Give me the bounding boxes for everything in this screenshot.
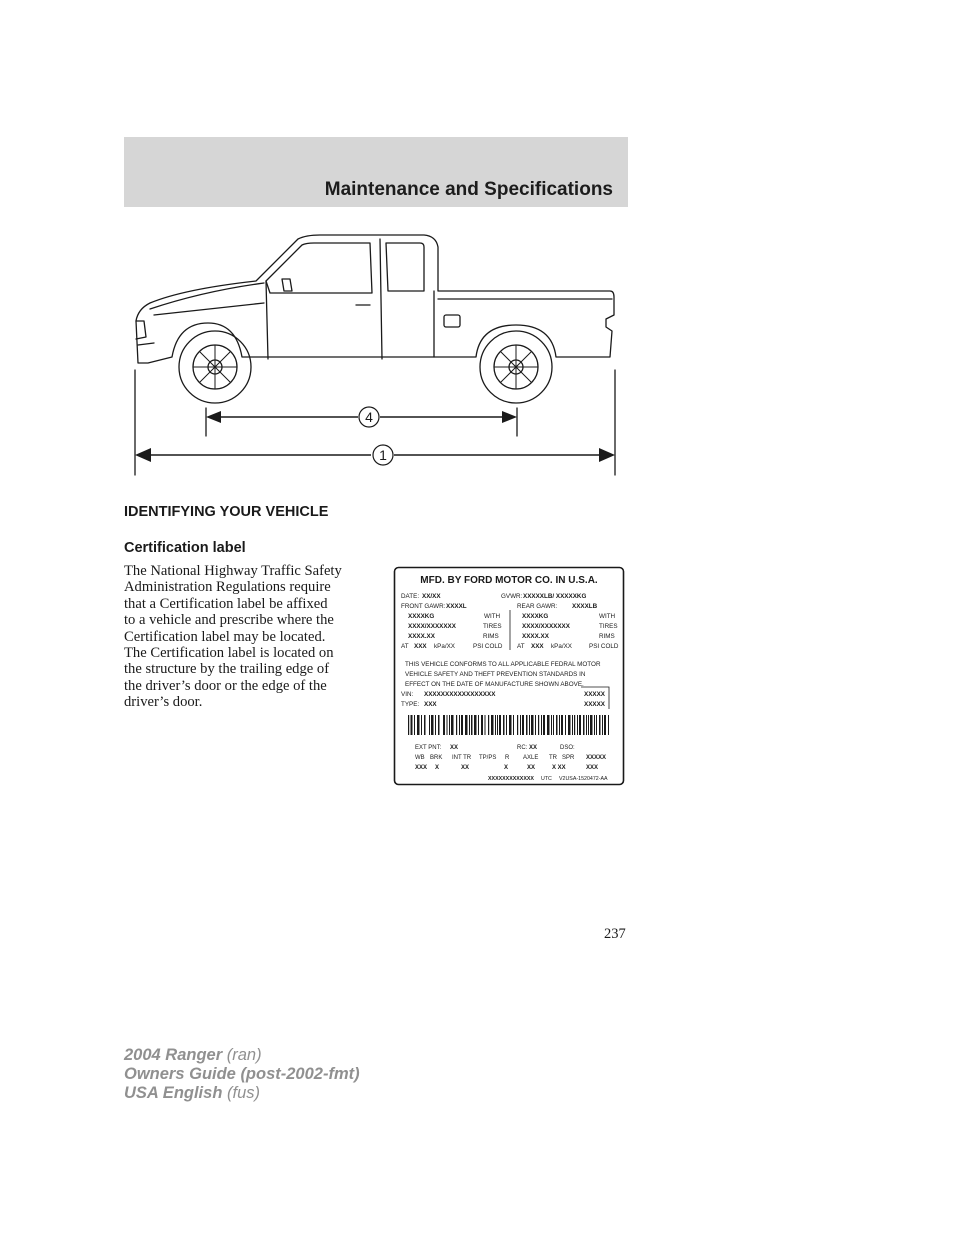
front-kpa-label: kPa/XX (434, 643, 455, 650)
front-gawr-value: XXXXL (446, 603, 467, 610)
body-line: Administration Regulations require (124, 579, 331, 596)
box-value: XXXXX (586, 755, 607, 761)
axle-label: AXLE (523, 755, 539, 761)
box-value: XXXXX (584, 691, 605, 698)
body-line: to a vehicle and prescribe where the (124, 612, 334, 629)
rear-at-label: AT (517, 643, 525, 650)
int-tr-value: XX (461, 765, 470, 771)
sub-heading: Certification label (124, 540, 246, 556)
body-paragraph (124, 563, 378, 711)
dsc-label: DSO: (560, 745, 575, 751)
page-title: Maintenance and Specifications (324, 179, 613, 200)
wb-value: XXX (415, 765, 428, 771)
r-label: R (505, 755, 510, 761)
footer-guide: Owners Guide (post-2002-fmt) (124, 1065, 360, 1083)
int-tr-label: INT TR (452, 755, 472, 761)
body-line: the structure by the trailing edge of (124, 661, 330, 678)
brk-label: BRK (430, 755, 443, 761)
footer-language: USA English (124, 1084, 223, 1102)
utc-label: UTC (541, 776, 552, 782)
conformity-line: THIS VEHICLE CONFORMS TO ALL APPLICABLE FEDRAL MOTOR (405, 661, 601, 668)
section-heading: IDENTIFYING YOUR VEHICLE (124, 504, 329, 520)
front-tire-size: XXXX/XXXXXXX (408, 623, 456, 630)
front-gawr-label: FRONT GAWR: (401, 603, 446, 610)
vin-value: XXXXXXXXXXXXXXXXX (424, 691, 496, 698)
rear-window (386, 243, 424, 291)
tp-ps-label: TP/PS (479, 755, 497, 761)
ext-pnt-label: EXT PNT: (415, 745, 442, 751)
rear-tire-size: XXXX/XXXXXXX (522, 623, 570, 630)
box-value: XXXXX (584, 701, 605, 708)
type-label: TYPE: (401, 701, 420, 708)
rc-label: RC: (517, 745, 528, 751)
rear-kg-value: XXXXKG (522, 613, 549, 620)
brk-value: X (435, 765, 440, 771)
type-value: XXX (424, 701, 437, 708)
rear-gawr-value: XXXXLB (572, 603, 598, 610)
front-with-label: WITH (484, 613, 501, 620)
footer-model: 2004 Ranger (124, 1046, 223, 1064)
rear-rim-size: XXXX.XX (522, 633, 549, 640)
rear-rims-label: RIMS (599, 633, 615, 640)
spr-label: SPR (562, 755, 575, 761)
conformity-line: EFFECT ON THE DATE OF MANUFACTURE SHOWN ABOVE. (405, 681, 584, 688)
front-kg-value: XXXXKG (408, 613, 435, 620)
footer-language-code: (fus) (227, 1084, 260, 1102)
callout-4-label: 4 (365, 409, 373, 425)
wb-label: WB (415, 755, 425, 761)
gvwr-label: GVWR: (501, 593, 523, 600)
axle-value: XX (527, 765, 536, 771)
document-footer (124, 1046, 360, 1103)
r-value: X (504, 765, 509, 771)
part-number: V2USA-1520472-AA (559, 776, 608, 782)
front-tires-label: TIRES (483, 623, 502, 630)
body-line: The Certification label is located on (124, 645, 334, 662)
callout-1-label: 1 (379, 447, 387, 463)
front-rims-label: RIMS (483, 633, 499, 640)
gvwr-value: XXXXXLB/ XXXXXKG (523, 593, 587, 600)
body-line: The National Highway Traffic Safety (124, 563, 342, 579)
front-pressure-value: XXX (414, 643, 427, 650)
date-label: DATE: (401, 593, 420, 600)
front-psi-label: PSI COLD (473, 643, 503, 650)
label-title: MFD. BY FORD MOTOR CO. IN U.S.A. (420, 575, 598, 586)
front-at-label: AT (401, 643, 409, 650)
certification-label-illustration (393, 566, 625, 786)
tr-spr-value: X XX (552, 765, 566, 771)
rear-pressure-value: XXX (531, 643, 544, 650)
vehicle-dimension-diagram (124, 225, 628, 480)
bottom-code: XXXXXXXXXXXXX (488, 776, 534, 782)
date-value: XX/XX (422, 593, 441, 600)
header-band (124, 137, 628, 207)
front-window (266, 243, 372, 293)
spr-value: XXX (586, 765, 599, 771)
footer-model-code: (ran) (226, 1046, 262, 1064)
ext-pnt-value: XX (450, 745, 459, 751)
body-line: Certification label may be located. (124, 628, 326, 645)
body-line: that a Certification label be affixed (124, 595, 328, 612)
rear-gawr-label: REAR GAWR: (517, 603, 558, 610)
front-rim-size: XXXX.XX (408, 633, 435, 640)
page-number: 237 (604, 926, 626, 942)
tr-label: TR (549, 755, 557, 761)
conformity-line: VEHICLE SAFETY AND THEFT PREVENTION STANDARDS IN (405, 671, 586, 678)
rear-tires-label: TIRES (599, 623, 618, 630)
rear-psi-label: PSI COLD (589, 643, 619, 650)
rc-value: XX (529, 745, 538, 751)
vin-label: VIN: (401, 691, 414, 698)
rear-kpa-label: kPa/XX (551, 643, 572, 650)
body-line: driver’s door. (124, 694, 203, 711)
body-line: the driver’s door or the edge of the (124, 677, 327, 694)
rear-with-label: WITH (599, 613, 616, 620)
